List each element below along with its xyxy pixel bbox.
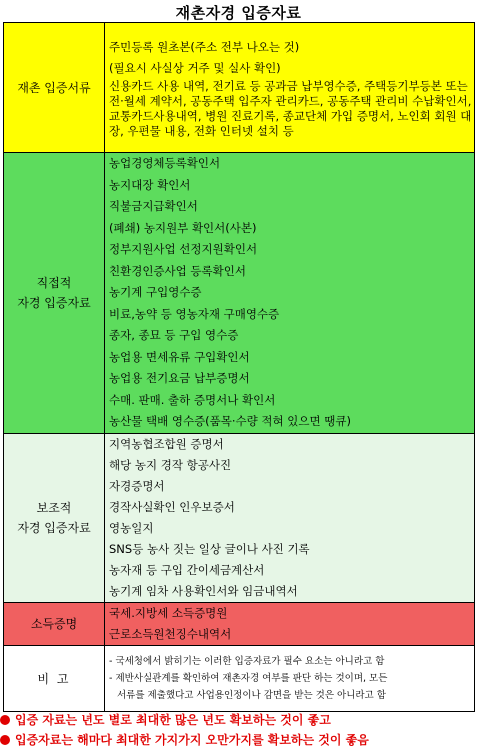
list-item: 농업용 전기요금 납부증명서 <box>109 371 250 386</box>
supporting-evidence-section <box>4 434 475 603</box>
supporting-evidence-items <box>105 434 475 603</box>
remarks-section <box>4 646 475 712</box>
income-proof-items <box>105 603 475 646</box>
residence-section <box>4 23 475 153</box>
list-item: 자경증명서 <box>109 479 165 493</box>
remarks-category: 비 고 <box>4 646 105 712</box>
residence-category: 재촌 입증서류 <box>4 23 105 153</box>
list-item: 주민등록 원초본(주소 전부 나오는 것) <box>109 39 300 54</box>
direct-evidence-items <box>105 153 475 434</box>
list-item: 농자재 등 구입 간이세금계산서 <box>109 563 265 577</box>
remark-line: - 국세청에서 밝히기는 이러한 입증자료가 필수 요소는 아니라고 함 <box>109 656 385 667</box>
category-line: 직접적 <box>36 276 72 290</box>
remarks-items <box>105 646 475 712</box>
remark-line: - 제반사실관계를 확인하여 재촌자경 여부를 판단 하는 것이며, 모든 <box>109 673 388 684</box>
list-item: (필요시 사실상 거주 및 실사 확인) <box>109 60 281 75</box>
remark-line: 서류를 제출했다고 사업용인정이나 감면을 받는 것은 아니라고 함 <box>117 690 386 701</box>
supporting-evidence-category <box>4 434 105 603</box>
footer-text: 입증 자료는 년도 별로 최대한 많은 년도 확보하는 것이 좋고 <box>15 713 331 727</box>
list-item: 비료,농약 등 영농자재 구매영수증 <box>109 306 280 321</box>
list-item: 농업경영체등록확인서 <box>109 156 221 171</box>
list-item: 농업용 면세유류 구입확인서 <box>109 349 250 364</box>
list-item: 농기계 임차 사용확인서와 임금내역서 <box>109 584 298 598</box>
footer-note <box>0 711 331 728</box>
list-item: 농지대장 확인서 <box>109 177 191 192</box>
page-title: 재촌자경 입증자료 <box>175 4 302 22</box>
direct-evidence-section <box>4 153 475 434</box>
category-line: 자경 입증자료 <box>17 521 91 535</box>
list-item: 농산물 택배 영수증(품목·수량 적혀 있으면 땡큐) <box>109 414 351 429</box>
residence-items <box>105 23 475 153</box>
list-item: 영농일지 <box>109 521 154 535</box>
list-item: SNS등 농사 짓는 일상 글이나 사진 기록 <box>109 542 310 556</box>
direct-evidence-category <box>4 153 105 434</box>
list-item: (폐쇄) 농지원부 확인서(사본) <box>109 220 257 235</box>
list-item: 농기계 구입영수증 <box>109 285 202 300</box>
red-bullet-icon <box>0 735 10 745</box>
income-proof-section <box>4 603 475 646</box>
list-item: 근로소득원천징수내역서 <box>109 627 232 641</box>
list-item: 수매. 판매. 출하 증명서나 확인서 <box>109 392 276 407</box>
evidence-table <box>3 22 475 712</box>
footer-text: 입증자료는 해마다 최대한 가지가지 오만가지를 확보하는 것이 좋음 <box>15 733 369 747</box>
list-item: 국세.지방세 소득증명원 <box>109 606 228 620</box>
list-item: 경작사실확인 인우보증서 <box>109 500 235 514</box>
red-bullet-icon <box>0 715 10 725</box>
category-line: 보조적 <box>36 501 72 515</box>
category-line: 자경 입증자료 <box>17 296 91 310</box>
list-item: 해당 농지 경작 항공사진 <box>109 458 232 472</box>
list-item: 직불금지급확인서 <box>109 199 198 214</box>
footer-note <box>0 731 369 748</box>
list-item: 신용카드 사용 내역, 전기료 등 공과금 납부영수증, 주택등기부등본 또는 전·월세 계약서, 공동주택 입주자 관리카드, 공동주택 관리비 수납확인서, 교통카드사용내역, 병원 진료기록, 종교단체 가입 증명서, 노인회 회원 대장, 우편물 내용, 전화 인터넷 설치 등 <box>109 78 472 138</box>
list-item: 정부지원사업 선정지원확인서 <box>109 242 258 257</box>
list-item: 종자, 종묘 등 구입 영수증 <box>109 328 239 343</box>
list-item: 친환경인증사업 등록확인서 <box>109 263 246 278</box>
list-item: 지역농협조합원 증명서 <box>109 437 224 451</box>
income-proof-category: 소득증명 <box>4 603 105 646</box>
